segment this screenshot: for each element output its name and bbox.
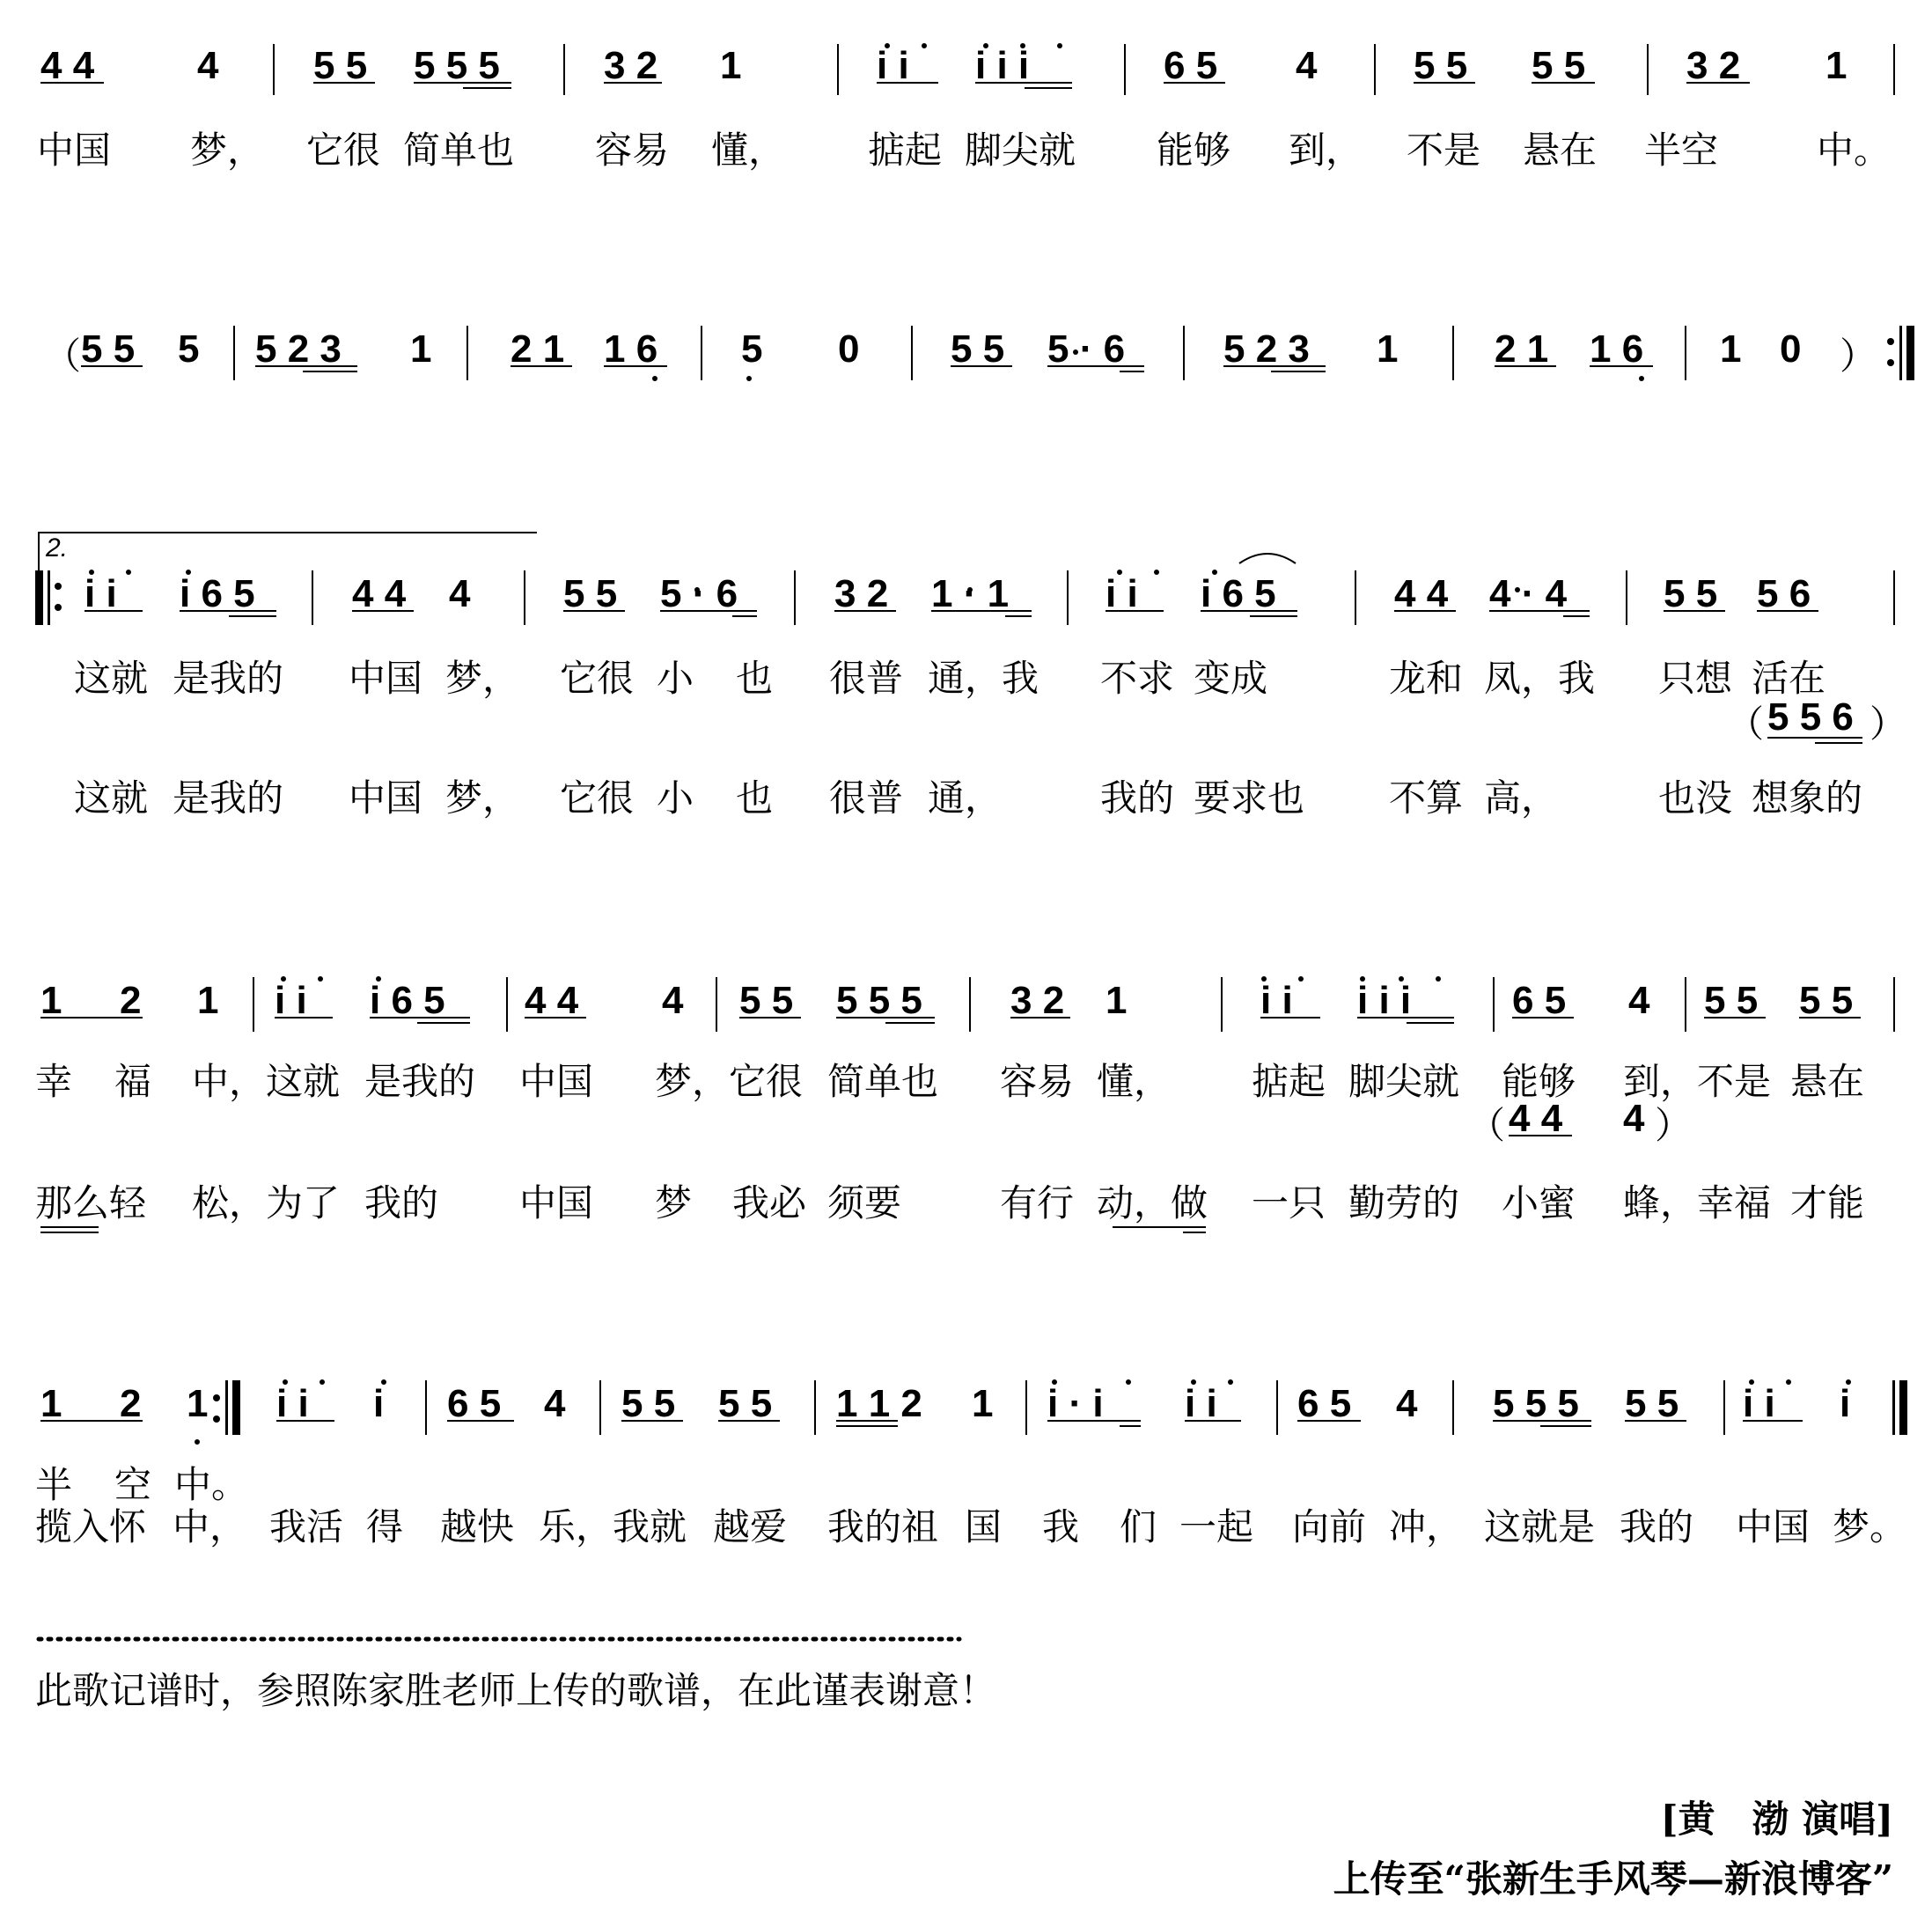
lyric: 要求也 [1194,776,1305,820]
lyric: 这就 [74,657,149,700]
lyric: 勤劳的 [1348,1181,1460,1224]
note-group: 1 · 1 [931,572,1010,615]
lyric: 这就 [74,776,149,820]
note-group: i i [1743,1382,1775,1425]
lyric: 简单也 [403,129,515,172]
lyric: 到， [1289,129,1363,172]
lyric: 它很 [306,129,381,172]
note-group: 4 [449,572,471,615]
lyric: 一起 [1179,1505,1254,1548]
lyric: 能够 [1502,1060,1576,1103]
note-group: 4 4 [1509,1097,1563,1140]
lyric: 半空 [1644,129,1719,172]
lyric: 中国 [1736,1505,1811,1548]
lyric: 动，做 [1097,1181,1208,1224]
lyric: 梦，它很 [655,1060,804,1103]
note-group: 1 [410,327,432,371]
note-group: 5 5 6 [1767,695,1854,739]
lyric: 国 [965,1505,1003,1548]
note-group: 5 5 [621,1382,676,1425]
lyric: 中。 [174,1463,249,1506]
paren-close: ） [1655,1104,1693,1147]
note-group: 5 5 [718,1382,773,1425]
lyric: 只想 [1658,657,1733,700]
note-group: 5 5 [1799,979,1854,1022]
lyric: 梦， [190,129,265,172]
note-group: 5 5 [1704,979,1759,1022]
note-group: 4 [197,44,219,87]
note-group: 5 6 [1757,572,1811,615]
note-group: 1 [40,979,62,1022]
note-group: 3 2 [604,44,658,87]
note-group: 6 5 [447,1382,502,1425]
lyric: 不算 [1389,776,1464,820]
note-group: 4 [544,1382,566,1425]
note-group: 3 2 [1686,44,1741,87]
paren-open: （ [1468,1104,1506,1147]
note-group: 5 5 5 [414,44,500,87]
note-group: 5 5 [951,327,1005,371]
lyric: 悬在 [1523,129,1598,172]
lyric: 不求 [1100,657,1175,700]
lyric: 通，我 [928,657,1039,700]
paren-close: ） [1870,702,1907,746]
lyric: 才能 [1790,1181,1865,1224]
note-group: 4 [1623,1097,1645,1140]
lyric: 到，不是 [1623,1060,1772,1103]
lyric: 中国 [519,1181,594,1224]
lyric: 容易 [595,129,670,172]
lyric: 我的 [1620,1505,1694,1548]
note-group: 6 5 [1512,979,1567,1022]
note-group: 2 [120,1382,142,1425]
note-group: 1 [1377,327,1399,371]
lyric: 中国 [349,776,423,820]
lyric: 不是 [1407,129,1481,172]
note-group: 6 5 [1164,44,1218,87]
lyric: 我必 [732,1181,807,1224]
lyric: 半 [35,1463,73,1506]
note-group: 5 5 [1414,44,1468,87]
lyric: 小 [657,776,694,820]
lyric: 也 [736,657,774,700]
lyric: 乐，我就 [539,1505,687,1548]
upload-credit: 上传至“张新生手风琴—新浪博客” [1333,1857,1893,1901]
note-group: 1 [187,1382,209,1425]
note-group: 2 1 [1495,327,1549,371]
lyric: 掂起 [1252,1060,1326,1103]
note-group: 5 2 3 [1223,327,1310,371]
paren-open: （ [44,335,82,378]
lyric: 须要 [827,1181,902,1224]
note-group: 5 [741,327,763,371]
note-group: 1 1 2 [836,1382,922,1425]
lyric: 福 [114,1060,152,1103]
paren-close: ） [1840,335,1877,378]
lyric: 也没 [1658,776,1733,820]
lyric: 们 [1120,1505,1157,1548]
lyric: 很普 [829,776,904,820]
lyric: 它很 [560,657,635,700]
lyric: 我的 [1100,776,1175,820]
note-group: 3 2 [834,572,889,615]
note-group: i i i [975,44,1030,87]
note-group: 4 · 4 [1489,572,1568,615]
lyric: 脚尖就 [965,129,1076,172]
note-group: i i [877,44,909,87]
note-group: i [373,1382,385,1425]
lyric: 冲， [1389,1505,1464,1548]
lyric: 幸 [35,1060,73,1103]
lyric: 我的 [364,1181,439,1224]
lyric: 中，这就 [192,1060,341,1103]
note-group: 0 [838,327,860,371]
note-group: 1 [720,44,742,87]
note-group: 5 5 [739,979,794,1022]
lyric: 中国 [37,129,112,172]
note-group: 5 5 [1664,572,1718,615]
note-group: 4 4 [352,572,407,615]
transcription-note: 此歌记谱时，参照陈家胜老师上传的歌谱，在此谨表谢意！ [35,1669,997,1712]
paren-open: （ [1727,702,1765,746]
lyric: 越快 [440,1505,515,1548]
lyric: 我 [1042,1505,1080,1548]
note-group: i i i [1357,979,1412,1022]
note-group: i 6 5 [180,572,255,615]
note-group: 5 5 [1532,44,1586,87]
lyric: 蜂，幸福 [1623,1181,1772,1224]
note-group: 1 [972,1382,994,1425]
lyric: 是我的 [364,1060,476,1103]
lyric: 懂， [1097,1060,1172,1103]
lyric: 向前 [1292,1505,1367,1548]
lyric: 中国 [349,657,423,700]
lyric: 很普 [829,657,904,700]
lyric: 梦。 [1833,1505,1907,1548]
note-group: 3 2 [1010,979,1065,1022]
lyric: 高， [1484,776,1559,820]
lyric: 我的祖 [827,1505,939,1548]
lyric: 中， [173,1505,247,1548]
singer-credit: [黄 渤 演唱] [1660,1798,1893,1841]
lyric: 小 [657,657,694,700]
note-group: 4 [1628,979,1650,1022]
lyric: 凤，我 [1484,657,1596,700]
lyric: 简单也 [827,1060,939,1103]
note-group: i i [1260,979,1293,1022]
lyric: 能够 [1157,129,1231,172]
note-group: 1 [1825,44,1848,87]
note-group: 5 5 [81,327,136,371]
lyric: 脚尖就 [1348,1060,1460,1103]
lyric: 松，为了 [192,1181,341,1224]
lyric: 这就是 [1484,1505,1596,1548]
note-group: i i [275,979,307,1022]
note-group: 5 5 [1625,1382,1679,1425]
lyric: 小蜜 [1502,1181,1576,1224]
note-group: 6 5 [1297,1382,1352,1425]
note-group: i i [276,1382,309,1425]
note-group: 4 4 [40,44,95,87]
lyric: 梦， [445,657,520,700]
lyric: 我活 [269,1505,344,1548]
note-group: 1 [1106,979,1128,1022]
note-group: i i [1106,572,1138,615]
lyric: 是我的 [173,657,284,700]
note-group: 5 · 6 [660,572,738,615]
lyric: 通， [928,776,1003,820]
note-group: 5 2 3 [255,327,342,371]
lyric: 梦， [445,776,520,820]
lyric: 得 [366,1505,404,1548]
lyric: 容易 [1000,1060,1075,1103]
note-group: 5 · 6 [1047,327,1126,371]
lyric: 懂， [711,129,786,172]
note-group: i [1840,1382,1851,1425]
note-group: 5 5 5 [836,979,922,1022]
lyric: 中。 [1817,129,1892,172]
note-group: 5 5 [563,572,618,615]
lyric: 想象的 [1752,776,1863,820]
lyric: 一只 [1252,1181,1326,1224]
lyric: 有行 [1000,1181,1075,1224]
note-group: i · i [1047,1382,1104,1425]
lyric: 悬在 [1790,1060,1865,1103]
note-group: 2 [120,979,142,1022]
lyric: 活在 [1752,657,1826,700]
lyric: 它很 [560,776,635,820]
lyric: 中国 [519,1060,594,1103]
lyric: 那么轻 [35,1181,147,1224]
lyric: 梦 [655,1181,693,1224]
note-group: 4 [1396,1382,1418,1425]
lyric: 掂起 [868,129,943,172]
note-group: 1 [40,1382,62,1425]
lyric: 空 [114,1463,152,1506]
note-group: 5 5 5 [1493,1382,1579,1425]
note-group: 4 4 [1394,572,1449,615]
lyric: 是我的 [173,776,284,820]
note-group: i i [1185,1382,1217,1425]
note-group: i 6 5 [1201,572,1276,615]
note-group: 1 [1720,327,1742,371]
note-group: 4 4 [525,979,579,1022]
note-group: 5 [178,327,200,371]
note-group: 2 1 [511,327,565,371]
volta-label: 2. [46,533,69,563]
note-group: 1 [197,979,219,1022]
note-group: 5 5 [313,44,368,87]
note-group: 0 [1780,327,1802,371]
note-group: i i [84,572,117,615]
note-group: 4 [662,979,684,1022]
note-group: 1 6 [604,327,658,371]
lyric: 也 [736,776,774,820]
note-group: 4 [1296,44,1318,87]
note-group: i 6 5 [370,979,445,1022]
note-group: 1 6 [1590,327,1644,371]
lyric: 越爱 [713,1505,788,1548]
lyric: 变成 [1194,657,1268,700]
lyric: 揽入怀 [35,1505,147,1548]
lyric: 龙和 [1389,657,1464,700]
